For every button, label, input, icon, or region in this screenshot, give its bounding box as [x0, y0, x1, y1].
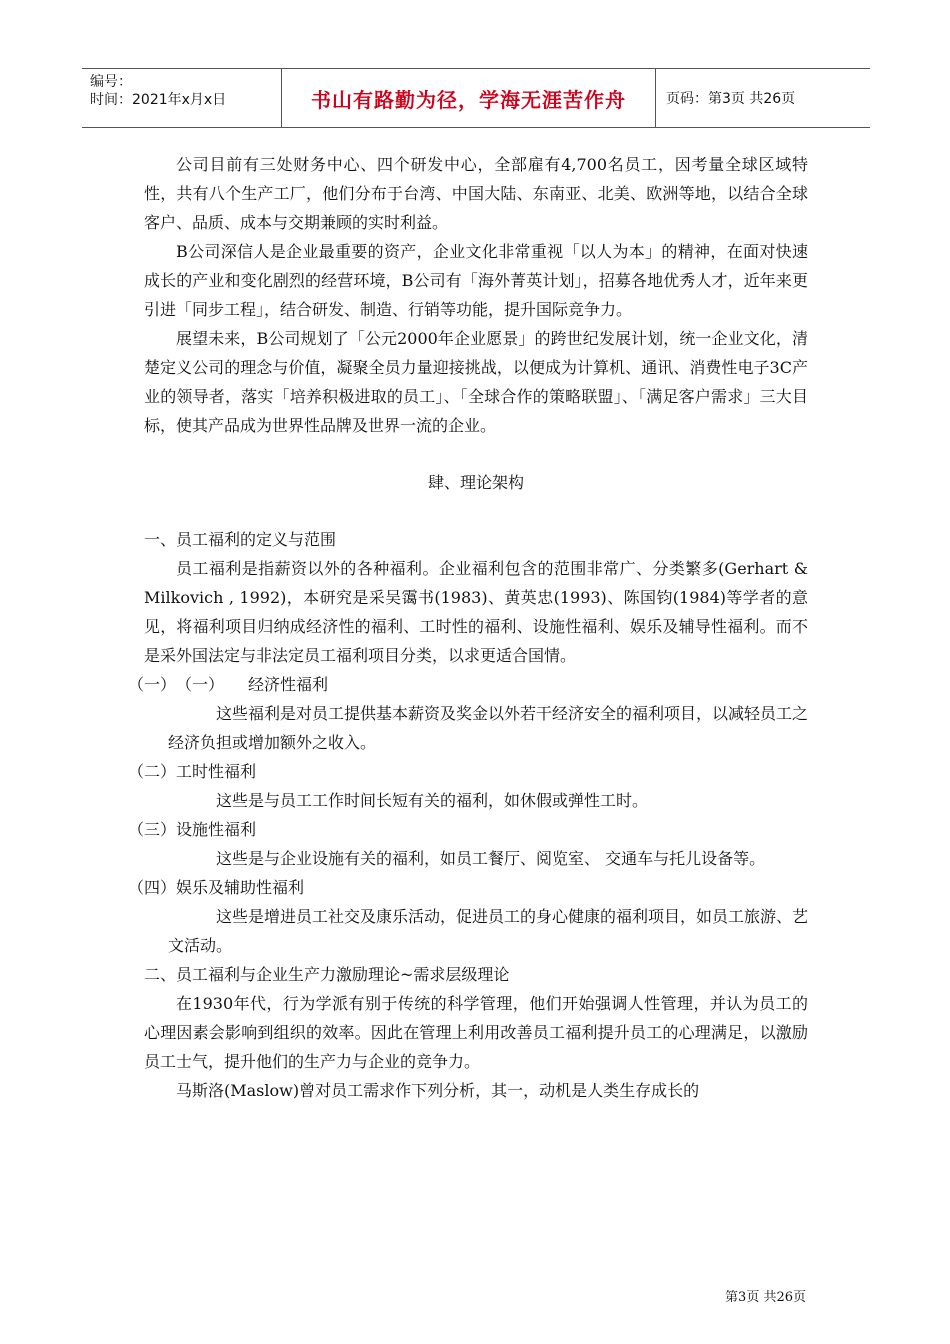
page-header	[82, 68, 870, 128]
header-motto-cell	[282, 69, 656, 127]
paragraph: 在1930年代，行为学派有别于传统的科学管理，他们开始强调人性管理，并认为员工的心理因素会影响到组织的效率。因此在管理上利用改善员工福利提升员工的心理满足，以激励员工士气，提升他们的生产力与企业的竞争力。	[144, 994, 808, 1071]
paragraph: 展望未来，B公司规划了「公元2000年企业愿景」的跨世纪发展计划，统一企业文化，清楚定义公司的理念与价值，凝聚全员力量迎接挑战，以便成为计算机、通讯、消费性电子3C产业的领导者，落实「培养积极进取的员工」、「全球合作的策略联盟」、「满足客户需求」三大目标，使其产品成为世界性品牌及世界一流的企业。	[144, 329, 808, 435]
subsection-heading: 一、员工福利的定义与范围	[144, 530, 337, 549]
header-page-number: 页码：第3页 共26页	[666, 91, 796, 107]
document-date: 时间：2021年x月x日	[90, 92, 227, 108]
document-body	[128, 150, 809, 1105]
header-page-info	[656, 69, 870, 127]
subsection-heading: 二、员工福利与企业生产力激励理论~需求层级理论	[144, 965, 510, 984]
benefit-item-body: 这些是与员工工作时间长短有关的福利，如休假或弹性工时。	[216, 791, 649, 810]
benefit-item-body: 这些是与企业设施有关的福利，如员工餐厅、阅览室、 交通车与托儿设备等。	[216, 849, 766, 868]
document-number-label: 编号：	[90, 74, 132, 90]
benefit-item-title: （二）工时性福利	[128, 762, 257, 781]
page-footer: 第3页 共26页	[725, 1290, 806, 1305]
section-title: 肆、理论架构	[427, 473, 524, 492]
benefit-item-body: 这些福利是对员工提供基本薪资及奖金以外若干经济安全的福利项目，以减轻员工之经济负担或增加额外之收入。	[168, 704, 809, 752]
benefit-item-title: （三）设施性福利	[128, 820, 257, 839]
benefit-item-title: （四）娱乐及辅助性福利	[128, 878, 305, 897]
paragraph: 员工福利是指薪资以外的各种福利。企业福利包含的范围非常广、分类繁多(Gerhart & Milkovich , 1992)，本研究是采吴霭书(1983)、黄英忠(1993)、陈国钧(1984)等学者的意见，将福利项目归纳成经济性的福利、工时性的福利、设施性福利、娱乐及辅导性福利。而不是采外国法定与非法定员工福利项目分类，以求更适合国情。	[144, 559, 808, 665]
paragraph: 马斯洛(Maslow)曾对员工需求作下列分析，其一，动机是人类生存成长的	[176, 1081, 700, 1100]
paragraph: 公司目前有三处财务中心、四个研发中心，全部雇有4,700名员工，因考量全球区域特性，共有八个生产工厂，他们分布于台湾、中国大陆、东南亚、北美、欧洲等地，以结合全球客户、品质、成本与交期兼顾的实时利益。	[144, 155, 808, 232]
header-motto: 书山有路勤为径，学海无涯苦作舟	[311, 87, 626, 112]
benefit-item-body: 这些是增进员工社交及康乐活动，促进员工的身心健康的福利项目，如员工旅游、艺文活动。	[168, 907, 809, 955]
benefit-item-title: （一） （一） 经济性福利	[128, 675, 329, 694]
header-meta	[82, 69, 282, 127]
paragraph: B公司深信人是企业最重要的资产，企业文化非常重视「以人为本」的精神，在面对快速成长的产业和变化剧烈的经营环境，B公司有「海外菁英计划」，招募各地优秀人才，近年来更引进「同步工程」，结合研发、制造、行销等功能，提升国际竞争力。	[144, 242, 808, 319]
